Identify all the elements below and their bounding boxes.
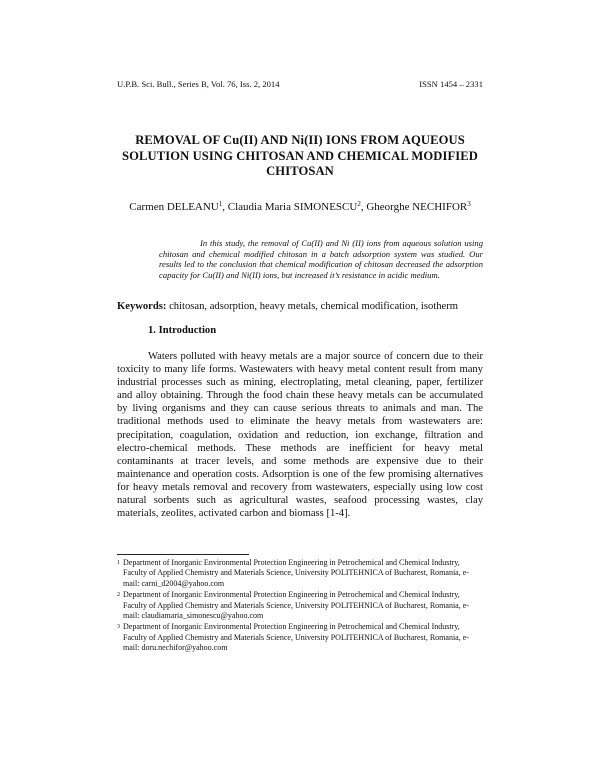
- author-affiliation-mark: 2: [357, 200, 361, 208]
- keywords-text: chitosan, adsorption, heavy metals, chemical modification, isotherm: [169, 301, 458, 312]
- paper-title: REMOVAL OF Cu(II) AND Ni(II) IONS FROM AQUEOUS SOLUTION USING CHITOSAN AND CHEMICAL MODIFIED CHITOSAN: [122, 133, 478, 178]
- footnote-divider: [117, 554, 249, 555]
- author-list: Carmen DELEANU$^1$, Claudia Maria SIMONESCU$^2$, Gheorghe NECHIFOR$^3$: [129, 200, 471, 213]
- author-affiliation-mark: 1: [218, 200, 223, 208]
- running-header: [117, 79, 483, 89]
- footnote-mark: 1: [117, 560, 120, 566]
- footnote: [117, 590, 483, 621]
- footnote-mark: 3: [117, 624, 120, 631]
- keywords-label: Keywords:: [117, 301, 167, 312]
- footnote: [117, 622, 483, 653]
- footnotes: [117, 558, 483, 655]
- section-heading: 1. Introduction: [148, 325, 217, 336]
- author-name: Gheorghe NECHIFOR: [366, 201, 468, 213]
- footnote-text: Department of Inorganic Environmental Protection Engineering in Petrochemical and Chemical Industry, Faculty of Applied Chemistry and Materials Science, University POLITEHNICA of Bucharest, Romania, e-mail: claudiamaria_simonescu@yahoo.com: [123, 590, 469, 621]
- footnote-text: Department of Inorganic Environmental Protection Engineering in Petrochemical and Chemical Industry, Faculty of Applied Chemistry and Materials Science, University POLITEHNICA of Bucharest, Romania, e-mail: carni_d2004@yahoo.com: [123, 558, 469, 588]
- keywords: [117, 301, 487, 312]
- author-affiliation-mark: 3: [467, 200, 471, 208]
- author-name: Claudia Maria SIMONESCU: [227, 201, 358, 213]
- author-name: Carmen DELEANU: [129, 201, 219, 213]
- footnote-mark: 2: [117, 592, 120, 599]
- issn: ISSN 1454 – 2331: [419, 79, 483, 89]
- footnote-text: Department of Inorganic Environmental Protection Engineering in Petrochemical and Chemical Industry, Faculty of Applied Chemistry and Materials Science, University POLITEHNICA of Bucharest, Romania, e-mail: doru.nechifor@yahoo.com: [123, 622, 469, 653]
- intro-paragraph: Waters polluted with heavy metals are a major source of concern due to their toxicity to many life forms. Wastewaters with heavy metal content result from many industrial processes such as mining, electroplating, metal cleaning, paper, fertilizer and alloy obtaining. Through the food chain these heavy metals can be accumulated by living organisms and they can cause serious threats to animals and man. The traditional methods used to eliminate the heavy metals from wastewaters are: precipitation, coagulation, oxidation and reduction, ion exchange, filtration and electro-chemical methods. These methods are inefficient for heavy metal contaminants at tracer levels, and some methods are expensive due to their maintenance and operation costs. Adsorption is one of the few promising alternatives for heavy metals removal and recovery from wastewaters, especially using low cost natural sorbents such as agricultural wastes, seafood processing wastes, clay materials, zeolites, activated carbon and biomass [1-4].: [117, 351, 483, 520]
- journal-citation: U.P.B. Sci. Bull., Series B, Vol. 76, Iss. 2, 2014: [117, 79, 280, 89]
- abstract: In this study, the removal of Cu(II) and Ni (II) ions from aqueous solution using chitosan and chemical modified chitosan in a batch adsorption system was studied. Our results led to the conclusion that chemical modification of chitosan decreased the adsorption capacity for Cu(II) and Ni(II) ions, but increased it’s resistance in acidic medium.: [159, 238, 483, 280]
- footnote: [117, 558, 483, 589]
